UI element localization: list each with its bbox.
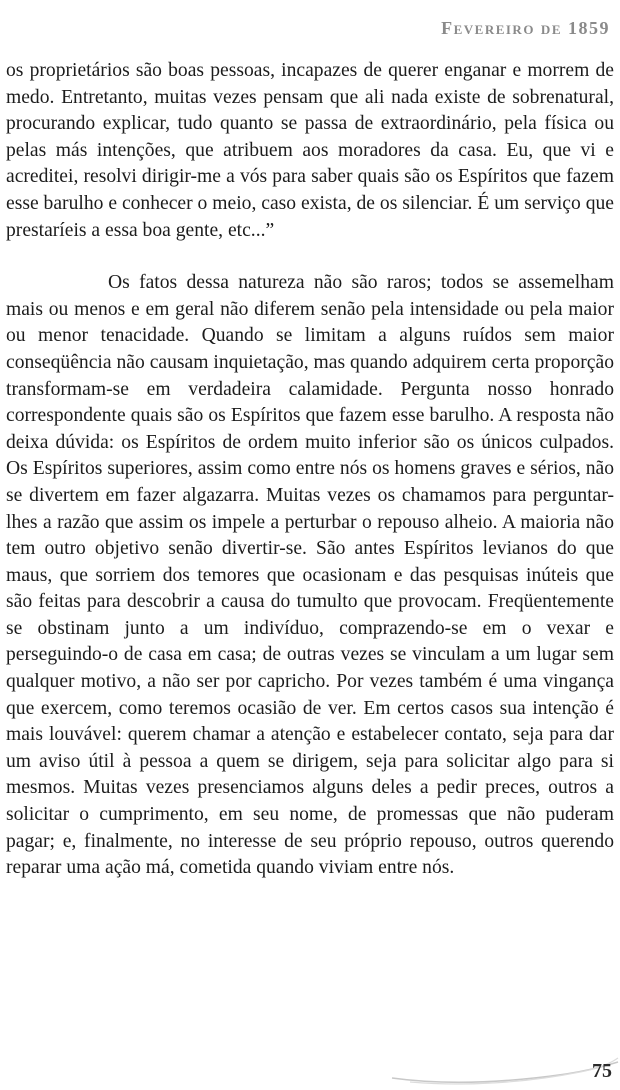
paragraph: os proprietários são boas pessoas, incapazes de querer enganar e morrem de medo. Entretanto, muitas vezes pensam que ali nada existe de sobrenatural, procurando explicar, tudo quanto se passa de extraordinário, pela física ou pelas más intenções, que atribuem aos moradores da casa. Eu, que vi e acreditei, resolvi dirigir-me a vós para saber quais são os Espíritos que fazem esse barulho e conhecer o meio, caso exista, de os silenciar. É um serviço que prestaríeis a essa boa gente, etc...” (6, 60, 614, 241)
paragraph: Os fatos dessa natureza não são raros; todos se assemelham mais ou menos e em geral não diferem senão pela intensidade ou pela maior ou menor tenacidade. Quando se limitam a alguns ruídos sem maior conseqüência não causam inquietação, mas quando adquirem certa proporção transformam-se em verdadeira calamidade. Pergunta nosso honrado correspondente quais são os Espíritos que fazem esse barulho. A resposta não deixa dúvida: os Espíritos de ordem muito inferior são os únicos culpados. Os Espíritos superiores, assim como entre nós os homens graves e sérios, não se divertem em fazer algazarra. Muitas vezes os chamamos para perguntar-lhes a razão que assim os impele a perturbar o repouso alheio. A maioria não tem outro objetivo senão divertir-se. São antes Espíritos levianos do que maus, que sorriem dos temores que ocasionam e das pesquisas inúteis que são feitas para descobrir a causa do tumulto que provocam. Freqüentemente se obstinam junto a um indivíduo, comprazendo-se em o vexar e perseguindo-o de casa em casa; de outras vezes se vinculam a um lugar sem qualquer motivo, a não ser por capricho. Por vezes também é uma vingança que exercem, como teremos ocasião de ver. Em certos casos sua intenção é mais louvável: querem chamar a atenção e estabelecer contato, seja para dar um aviso útil à pessoa a quem se dirigem, seja para solicitar algo para si mesmos. Muitas vezes presenciamos alguns deles a pedir preces, outros a solicitar o cumprimento, em seu nome, de promessas que não puderam pagar; e, finalmente, no interesse de seu próprio repouso, outros querendo reparar uma ação má, cometida quando viviam entre nós. (6, 272, 614, 879)
page-number: 75 (592, 1060, 612, 1082)
page-body (6, 58, 614, 882)
running-header: Fevereiro de 1859 (441, 18, 610, 38)
footer-swoosh-ornament (390, 1052, 620, 1088)
